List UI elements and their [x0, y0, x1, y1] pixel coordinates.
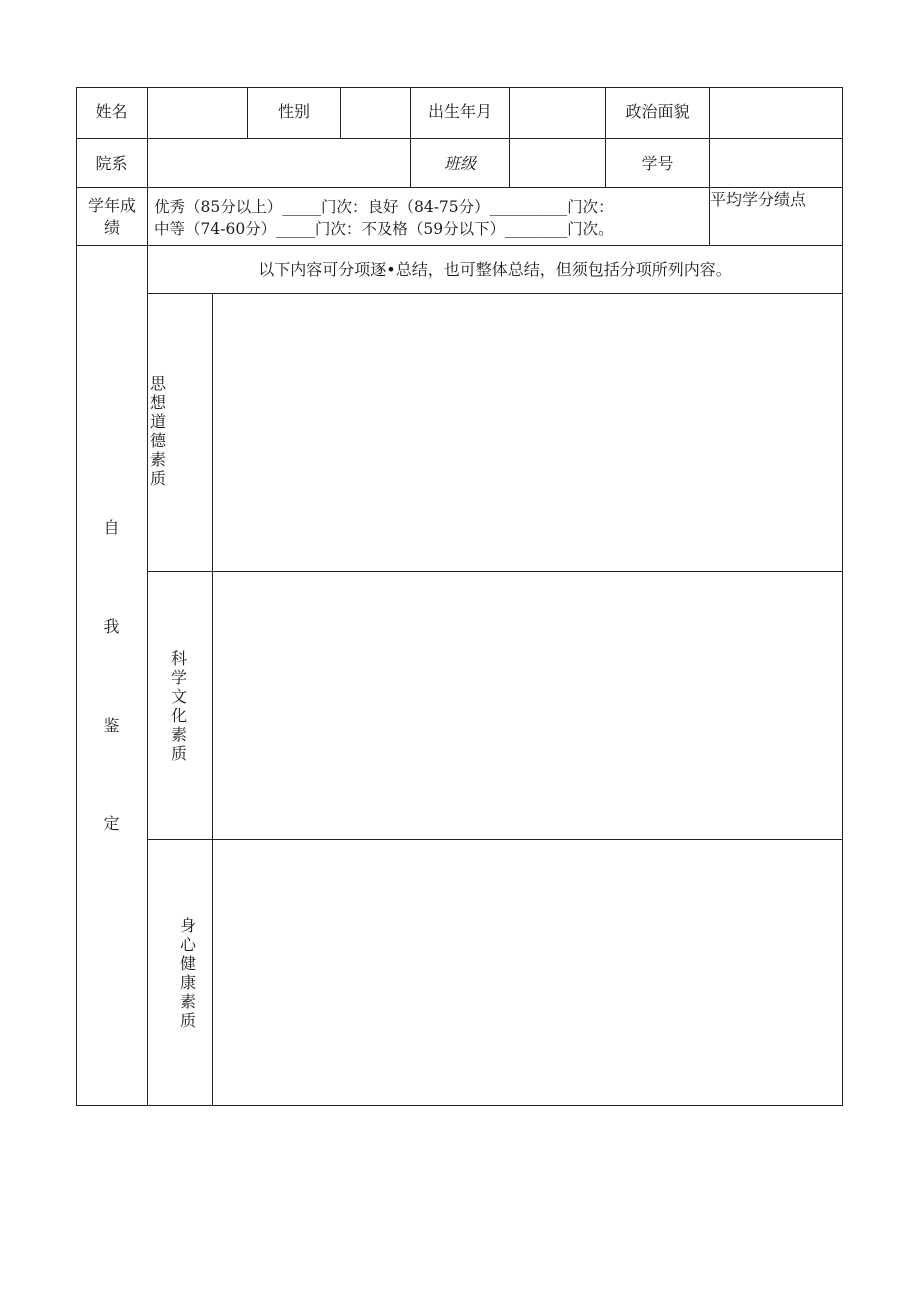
row3-bottom-line — [76, 245, 843, 246]
name-field[interactable] — [148, 88, 247, 138]
class-field[interactable] — [510, 139, 605, 187]
political-label: 政治面貌 — [625, 102, 690, 121]
row2-bottom-line — [76, 187, 843, 188]
gender-label: 性别 — [277, 102, 310, 121]
grades-label: 学年成绩 — [88, 196, 137, 237]
instruction-text: 以下内容可分项逐•总结，也可整体总结，但须包括分项所列内容。 — [258, 260, 732, 279]
evaluation-form — [76, 87, 843, 1106]
section-label-culture: 科学文化素质 — [170, 649, 187, 763]
name-label: 姓名 — [95, 102, 128, 121]
gender-field[interactable] — [341, 88, 410, 138]
self-eval-char: 定 — [103, 814, 120, 833]
self-eval-char: 鉴 — [103, 716, 120, 735]
student-id-field[interactable] — [710, 139, 842, 187]
self-eval-char: 自 — [103, 518, 120, 537]
section-content-moral[interactable] — [213, 294, 842, 571]
department-label: 院系 — [95, 154, 128, 173]
self-eval-char: 我 — [103, 617, 120, 636]
department-field[interactable] — [148, 139, 410, 187]
border-bottom — [76, 1105, 843, 1106]
political-field[interactable] — [710, 88, 842, 138]
student-id-label: 学号 — [641, 154, 674, 173]
section-label-moral: 思想道德素质 — [149, 374, 166, 488]
grades-line-1: 优秀（85分以上）_____门次：良好（84-75分）__________门次： — [154, 198, 614, 216]
border-right — [842, 87, 843, 1106]
section-content-culture[interactable] — [213, 572, 842, 839]
gpa-label: 平均学分绩点 — [710, 190, 807, 209]
birth-label: 出生年月 — [427, 102, 492, 121]
section-label-health: 身心健康素质 — [179, 916, 196, 1030]
birth-field[interactable] — [510, 88, 605, 138]
grades-line-2: 中等（74-60分）_____门次：不及格（59分以下）________门次。 — [154, 220, 614, 238]
section-content-health[interactable] — [213, 840, 842, 1105]
border-left — [76, 87, 77, 1106]
class-label: 班级 — [443, 154, 476, 173]
self-eval-divider — [147, 245, 148, 1106]
